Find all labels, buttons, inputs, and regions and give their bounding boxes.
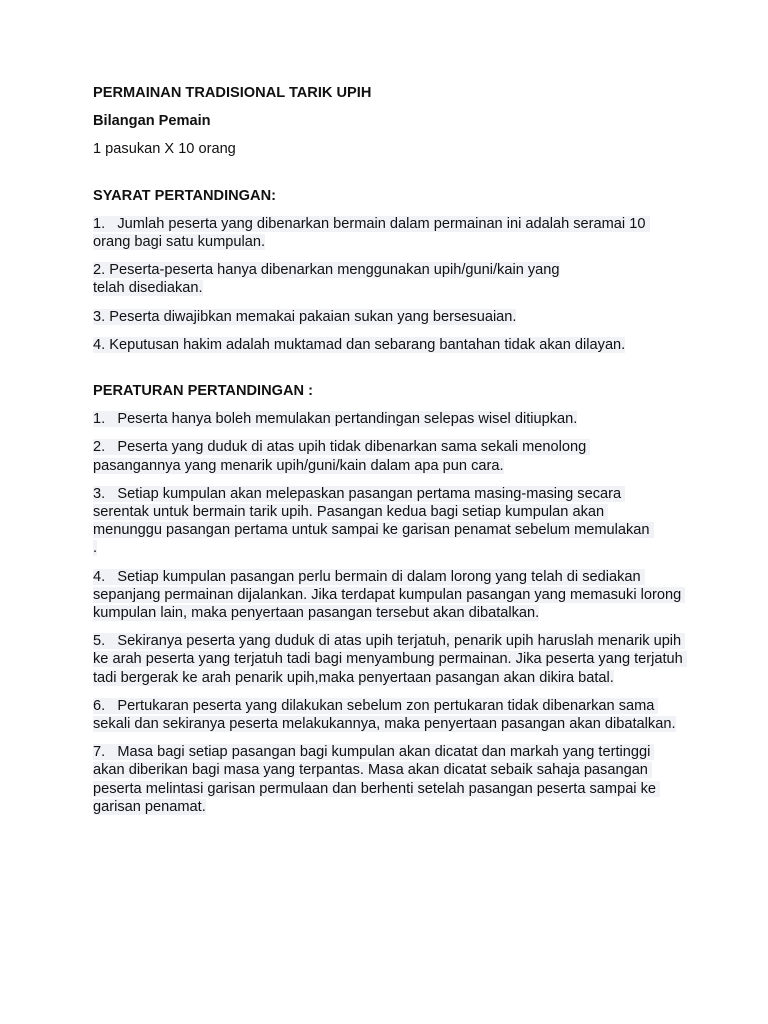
peraturan-item-2: 2. Peserta yang duduk di atas upih tidak dibenarkan sama sekali menolong pasangannya yang menarik upih/guni/kain dalam apa pun cara.	[93, 439, 591, 474]
player-count-heading: Bilangan Pemain	[93, 113, 211, 130]
peraturan-item-5: 5. Sekiranya peserta yang duduk di atas upih terjatuh, penarik upih haruslah menarik upih ke arah peserta yang terjatuh tadi bagi menyambung permainan. Jika peserta yang terjatuh tadi bergerak ke arah penarik upih,maka penyertaan pasangan akan dikira batal.	[93, 633, 687, 686]
syarat-item-2: 2. Peserta-peserta hanya dibenarkan menggunakan upih/guni/kain yang telah disediakan.	[93, 262, 560, 297]
document-title: PERMAINAN TRADISIONAL TARIK UPIH	[93, 85, 372, 101]
peraturan-item-4: 4. Setiap kumpulan pasangan perlu bermain di dalam lorong yang telah di sediakan sepanjang permainan dijalankan. Jika terdapat kumpulan pasangan yang memasuki lorong kumpulan lain, maka penyertaan pasangan tersebut akan dibatalkan.	[93, 568, 686, 622]
peraturan-item-3: 3. Setiap kumpulan akan melepaskan pasangan pertama masing-masing secara serentak untuk bermain tarik upih. Pasangan kedua bagi setiap kumpulan akan menunggu pasangan pertama untuk sampai ke garisan penamat sebelum memulakan .	[93, 485, 654, 557]
peraturan-item-7: 7. Masa bagi setiap pasangan bagi kumpulan akan dicatat dan markah yang tertinggi akan diberikan bagi masa yang terpantas. Masa akan dicatat sebaik sahaja pasangan peserta melintasi garisan permulaan dan berhenti setelah pasangan peserta sampai ke garisan penamat.	[93, 744, 661, 815]
syarat-heading: SYARAT PERTANDINGAN:	[93, 187, 276, 204]
syarat-item-3: 3. Peserta diwajibkan memakai pakaian sukan yang bersesuaian.	[93, 308, 517, 325]
player-count-text: 1 pasukan X 10 orang	[93, 141, 236, 158]
peraturan-item-6: 6. Pertukaran peserta yang dilakukan sebelum zon pertukaran tidak dibenarkan sama sekali dan sekiranya peserta melakukannya, maka penyertaan pasangan akan dibatalkan.	[93, 697, 676, 733]
peraturan-heading: PERATURAN PERTANDINGAN :	[93, 383, 313, 400]
peraturan-item-1: 1. Peserta hanya boleh memulakan pertandingan selepas wisel ditiupkan.	[93, 411, 578, 428]
syarat-item-1: 1. Jumlah peserta yang dibenarkan bermain dalam permainan ini adalah seramai 10 orang bagi satu kumpulan.	[93, 215, 650, 251]
syarat-item-4: 4. Keputusan hakim adalah muktamad dan sebarang bantahan tidak akan dilayan.	[93, 336, 626, 353]
